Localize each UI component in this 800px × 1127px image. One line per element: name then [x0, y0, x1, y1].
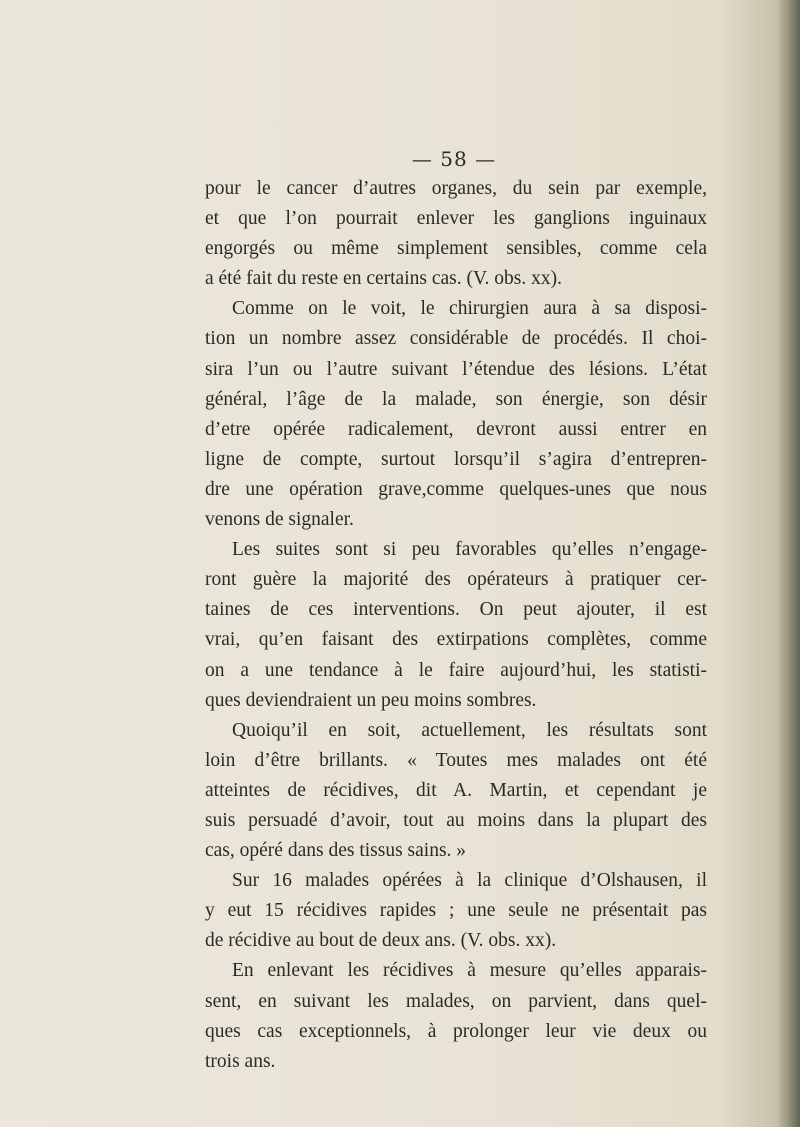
text-line: Sur 16 malades opérées à la clinique d’Olshausen, il	[232, 870, 707, 892]
text-line: y eut 15 récidives rapides ; une seule ne présentait pas	[205, 900, 707, 922]
text-line: taines de ces interventions. On peut ajouter, il est	[205, 599, 707, 621]
text-line: dre une opération grave,comme quelques-unes que nous	[205, 478, 707, 500]
text-line: engorgés ou même simplement sensibles, comme cela	[205, 238, 707, 260]
text-line: ront guère la majorité des opérateurs à pratiquer cer-	[205, 569, 707, 591]
text-line: ques deviendraient un peu moins sombres.	[205, 689, 537, 711]
text-line: sira l’un ou l’autre suivant l’étendue des lésions. L’état	[205, 358, 707, 380]
text-line: Comme on le voit, le chirurgien aura à sa disposi-	[232, 298, 707, 320]
text-line: venons de signaler.	[205, 509, 354, 531]
text-line: on a une tendance à le faire aujourd’hui, les statisti-	[205, 659, 707, 681]
text-line: pour le cancer d’autres organes, du sein par exemple,	[205, 178, 707, 199]
text-line: a été fait du reste en certains cas. (V. obs. xx).	[205, 268, 563, 290]
text-line: d’etre opérée radicalement, devront aussi entrer en	[205, 418, 707, 440]
text-line: ques cas exceptionnels, à prolonger leur vie deux ou	[205, 1020, 707, 1042]
page-number: — 58 —	[411, 147, 497, 171]
text-line: suis persuadé d’avoir, tout au moins dans la plupart des	[205, 809, 707, 831]
text-line: général, l’âge de la malade, son énergie, son désir	[205, 388, 707, 410]
text-line: ligne de compte, surtout lorsqu’il s’agira d’entrepren-	[205, 448, 707, 470]
text-line: En enlevant les récidives à mesure qu’elles apparais-	[232, 960, 707, 982]
text-line: loin d’être brillants. « Toutes mes malades ont été	[205, 749, 707, 771]
text-line: cas, opéré dans des tissus sains. »	[205, 840, 467, 862]
text-line: et que l’on pourrait enlever les ganglions inguinaux	[205, 208, 707, 230]
text-line: Quoiqu’il en soit, actuellement, les résultats sont	[232, 719, 707, 741]
text-line: atteintes de récidives, dit A. Martin, et cependant je	[205, 779, 707, 801]
text-line: trois ans.	[205, 1050, 276, 1072]
text-line: sent, en suivant les malades, on parvient, dans quel-	[205, 990, 707, 1012]
text-line: Les suites sont si peu favorables qu’elles n’engage-	[232, 539, 707, 561]
text-line: de récidive au bout de deux ans. (V. obs. xx).	[205, 930, 557, 952]
text-line: vrai, qu’en faisant des extirpations complètes, comme	[205, 629, 707, 651]
body-text	[205, 174, 707, 1077]
text-line: tion un nombre assez considérable de procédés. Il choi-	[205, 328, 707, 350]
